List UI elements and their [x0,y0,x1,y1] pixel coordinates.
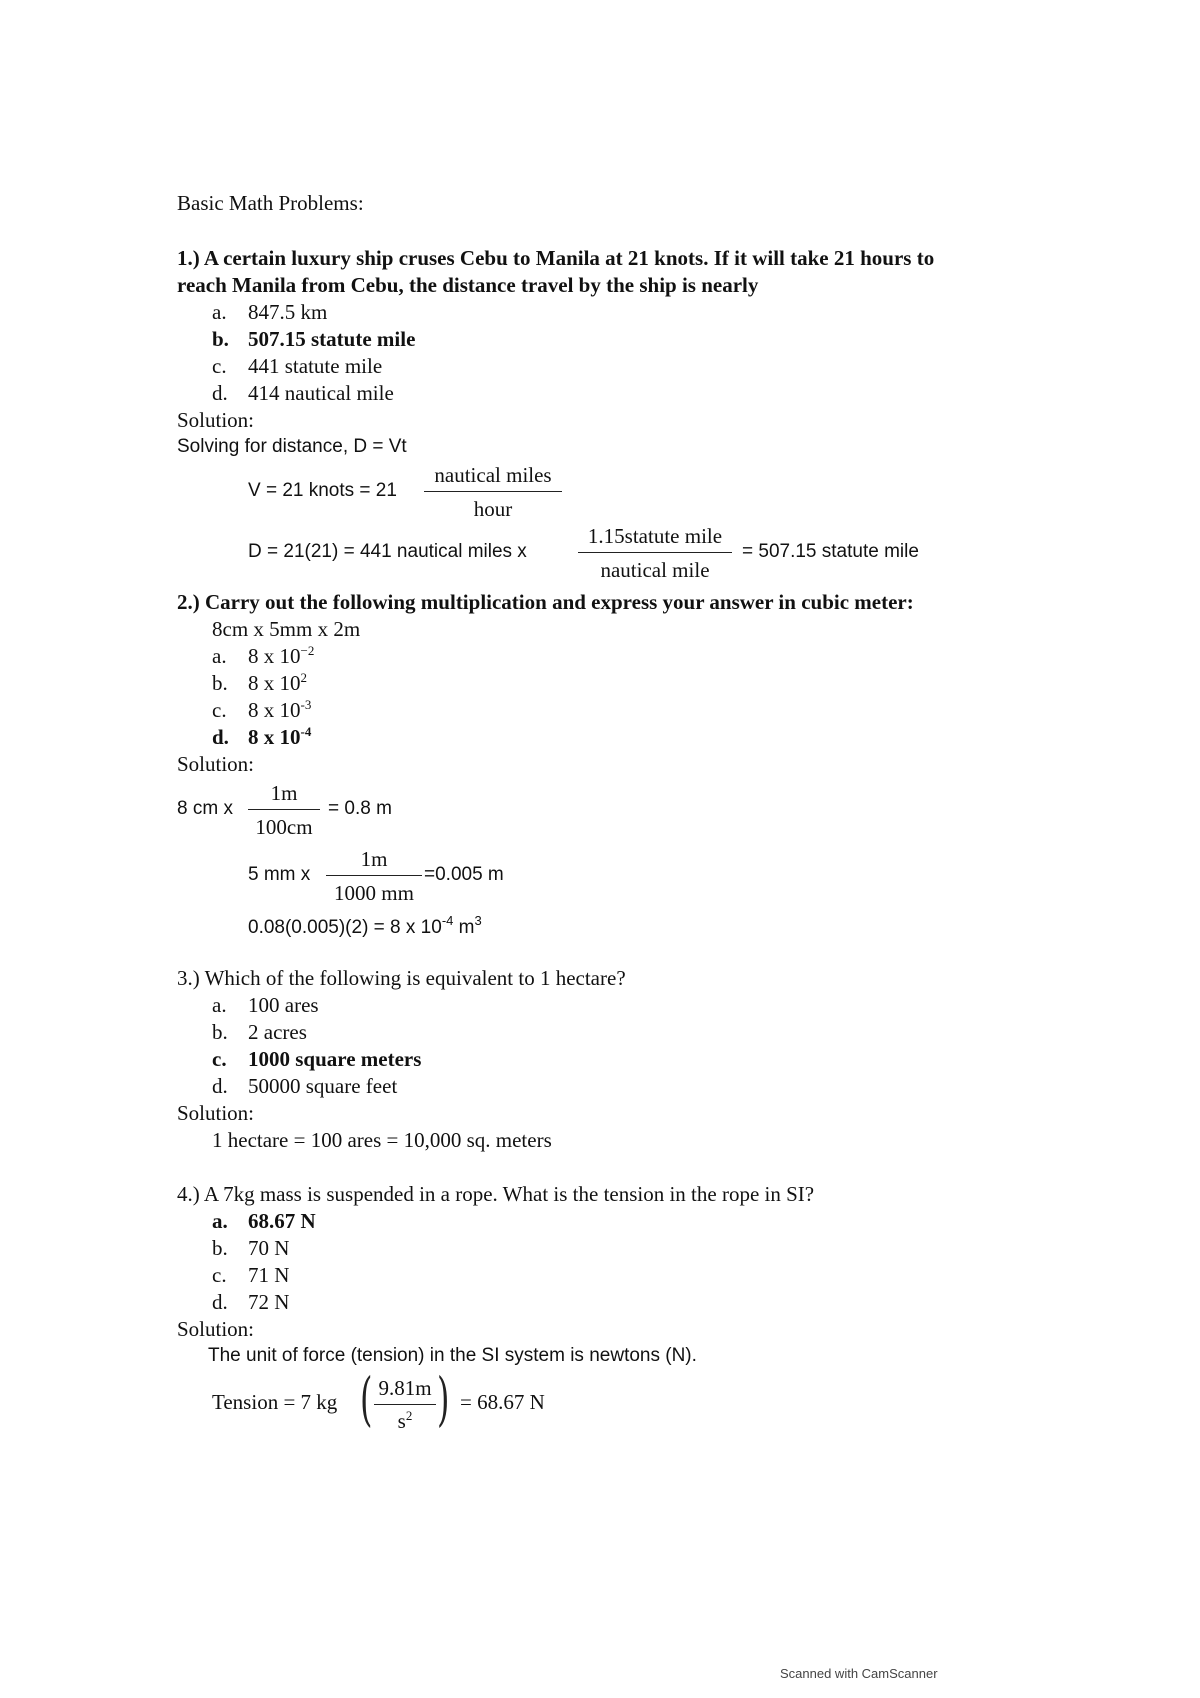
q3-option-a: a. 100 ares [212,993,319,1017]
q1-solution-label: Solution: [177,408,255,432]
q1-option-c: c. 441 statute mile [212,354,383,378]
q4-tension-rhs: = 68.67 N [460,1390,545,1414]
left-paren: ( [360,1365,373,1433]
scanner-watermark: Scanned with CamScanner [780,1666,938,1681]
q2-option-a: a. 8 x $10^{-2}$ [212,643,315,668]
q1-question-line1: 1.) A certain luxury ship cruses Cebu to Manila at 21 knots. If it will take 21 hours to [177,246,935,270]
q1-d-fraction: 1.15statute mile nautical mile [578,526,732,581]
q3-option-d: d. 50000 square feet [212,1074,398,1098]
q1-v-fraction: nautical miles hour [424,465,562,520]
q3-solution-text: 1 hectare = 100 ares = 10,000 sq. meters [212,1128,552,1152]
q2-option-d: d. 8 x $10^{-4}$ [212,724,312,749]
q4-tension-fraction: 9.81m $s^2$ [374,1378,436,1432]
q1-question-line2: reach Manila from Cebu, the distance travel by the ship is nearly [177,273,759,297]
q1-v-lhs: V = 21 knots = 21 [248,480,397,501]
q2-s2-lhs: 5 mm x [248,864,311,885]
q1-d-lhs: D = 21(21) = 441 nautical miles x [248,541,527,562]
q2-question: 2.) Carry out the following multiplication and express your answer in cubic meter: [177,590,914,614]
q4-option-c: c. 71 N [212,1263,290,1287]
q2-s1-rhs: = 0.8 m [328,798,392,819]
q2-s1-lhs: 8 cm x [177,798,233,819]
q3-question: 3.) Which of the following is equivalent to 1 hectare? [177,966,626,990]
q3-solution-label: Solution: [177,1101,255,1125]
q1-option-a: a. 847.5 km [212,300,328,324]
q4-option-b: b. 70 N [212,1236,290,1260]
q1-option-b: b. 507.15 statute mile [212,327,416,351]
q2-option-b: b. 8 x $10^2$ [212,670,307,695]
q4-question: 4.) A 7kg mass is suspended in a rope. What is the tension in the rope in SI? [177,1182,815,1206]
q2-s3-result: 0.08(0.005)(2) = 8 x $10^{-4}$ $m^3$ [248,913,482,938]
q3-option-c: c. 1000 square meters [212,1047,422,1071]
q4-option-d: d. 72 N [212,1290,290,1314]
q2-expression: 8cm x 5mm x 2m [212,617,361,641]
q1-solving-text: Solving for distance, D = Vt [177,436,407,457]
q4-tension-lhs: Tension = 7 kg [212,1390,338,1414]
q2-solution-label: Solution: [177,752,255,776]
q1-option-d: d. 414 nautical mile [212,381,394,405]
page-title: Basic Math Problems: [177,191,364,215]
q4-explanation: The unit of force (tension) in the SI system is newtons (N). [208,1345,697,1366]
q3-option-b: b. 2 acres [212,1020,307,1044]
right-paren: ) [437,1365,450,1433]
q2-s2-fraction: 1m 1000 mm [326,849,422,904]
q4-solution-label: Solution: [177,1317,255,1341]
q2-s1-fraction: 1m 100cm [248,783,320,838]
q4-option-a: a. 68.67 N [212,1209,316,1233]
q2-s2-rhs: =0.005 m [424,864,504,885]
q2-option-c: c. 8 x $10^{-3}$ [212,697,312,722]
q1-d-rhs: = 507.15 statute mile [742,541,919,562]
